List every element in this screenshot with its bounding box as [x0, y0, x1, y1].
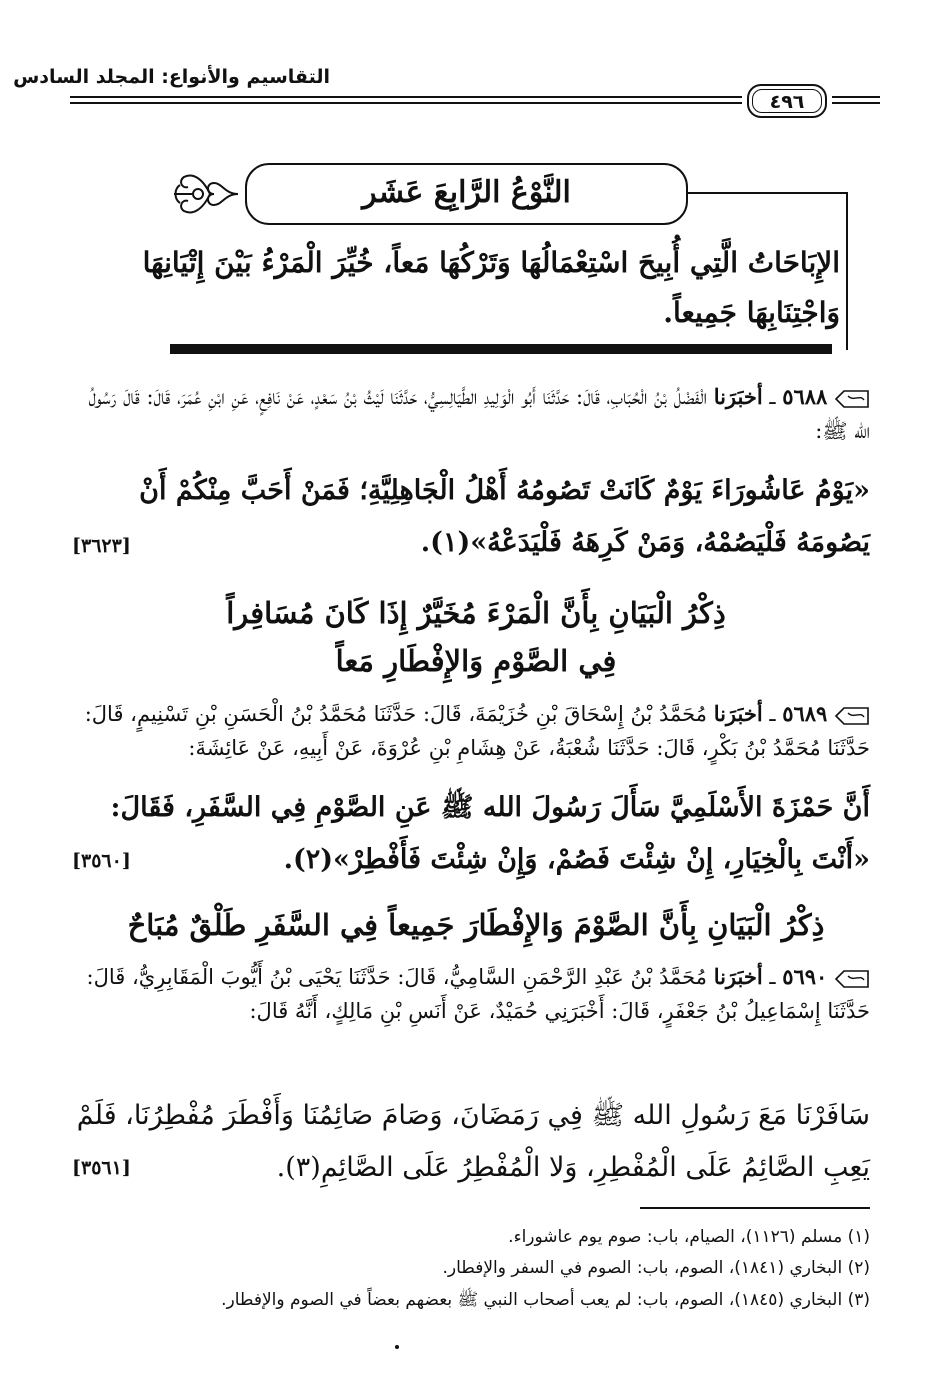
- hadith-isnad: الْفَضْلُ بْنُ الْحُبَابِ، قَالَ: حَدَّثَنَا أَبُو الْوَلِيدِ الطَّيَالِسِيُّ، حَدَّثَنَا لَيْثُ بْنُ سَعْدٍ، عَنْ نَافِعٍ، عَنِ ابْنِ عُمَرَ، قَالَ: قَالَ رَسُولُ الله ﷺ:: [88, 385, 870, 443]
- hadith-5688-matn: «يَوْمُ عَاشُورَاءَ يَوْمٌ كَانَتْ تَصُومُهُ أَهْلُ الْجَاهِلِيَّةِ؛ فَمَنْ أَحَبَّ مِنْكُمْ أَنْ يَصُومَهُ فَلْيَصُمْهُ، وَمَنْ كَرِهَهُ فَلْيَدَعْهُ»(١).: [139, 475, 870, 558]
- hadith-5690-isnad-block: ٥٦٩٠ ـ أخبَرَنا مُحَمَّدُ بْنُ عَبْدِ الرَّحْمَنِ السَّامِيُّ، قَالَ: حَدَّثَنَا يَحْيَى بْنُ أَيُّوبَ الْمَقَابِرِيُّ، قَالَ: حَدَّثَنَا إِسْمَاعِيلُ بْنُ جَعْفَرٍ، قَالَ: أَخْبَرَنِي حُمَيْدٌ، عَنْ أَنَسِ بْنِ مَالِكٍ، أَنَّهُ قَالَ:: [86, 964, 870, 1023]
- hadith-marker-icon: [834, 968, 870, 990]
- header-rule-bottom: [70, 102, 742, 104]
- hadith-5690-matn: سَافَرْنَا مَعَ رَسُولِ الله ﷺ فِي رَمَضَانَ، وَصَامَ صَائِمُنَا وَأَفْطَرَ مُفْطِرُنَا، فَلَمْ يَعِبِ الصَّائِمُ عَلَى الْمُفْطِرِ، وَلا الْمُفْطِرُ عَلَى الصَّائِمِ(٣).: [76, 1100, 870, 1183]
- header-rule-right-bottom: [832, 102, 880, 104]
- akhbarana-label: أخبَرَنا: [713, 964, 763, 989]
- footnote-rule: [640, 1207, 870, 1209]
- hadith-isnad: مُحَمَّدُ بْنُ عَبْدِ الرَّحْمَنِ السَّامِيُّ، قَالَ: حَدَّثَنَا يَحْيَى بْنُ أَيُّوبَ الْمَقَابِرِيُّ، قَالَ: حَدَّثَنَا إِسْمَاعِيلُ بْنُ جَعْفَرٍ، قَالَ: أَخْبَرَنِي حُمَيْدٌ، عَنْ أَنَسِ بْنِ مَالِكٍ، أَنَّهُ قَالَ:: [86, 965, 870, 1023]
- chapter-frame-top: [688, 192, 846, 194]
- footnote-2: (٢) البخاري (١٨٤١)، الصوم، باب: الصوم في السفر والإفطار.: [442, 1258, 870, 1278]
- section-title-1a: ذِكْرُ الْبَيَانِ بِأَنَّ الْمَرْءَ مُخَيَّرٌ إِذَا كَانَ مُسَافِراً: [226, 596, 726, 630]
- hadith-number: ٥٦٩٠: [782, 964, 828, 989]
- chapter-description: الإِبَاحَاتُ الَّتِي أُبِيحَ اسْتِعْمَالُهَا وَتَرْكُهَا مَعاً، خُيِّرَ الْمَرْءُ بَيْنَ إِتْيَانِهَا وَاجْتِنَابِهَا جَمِيعاً.: [142, 246, 840, 329]
- hadith-number: ٥٦٨٨: [782, 384, 828, 409]
- hadith-5689-ref: [٣٥٦٠]: [72, 850, 131, 872]
- hadith-5688-ref: [٣٦٢٣]: [72, 535, 131, 557]
- hadith-5689-matn: أَنَّ حَمْزَةَ الأَسْلَمِيَّ سَأَلَ رَسُولَ الله ﷺ عَنِ الصَّوْمِ فِي السَّفَرِ، فَقَالَ: «أَنْتَ بِالْخِيَارِ، إِنْ شِئْتَ فَصُمْ، وَإِنْ شِئْتَ فَأَفْطِرْ»(٢).: [110, 792, 870, 875]
- hadith-marker-icon: [834, 705, 870, 727]
- akhbarana-label: أخبَرَنا: [713, 384, 763, 409]
- chapter-title: النَّوْعُ الرَّابِعَ عَشَر: [245, 163, 688, 225]
- footnote-1: (١) مسلم (١١٢٦)، الصيام، باب: صوم يوم عاشوراء.: [508, 1227, 870, 1247]
- chapter-rule: [170, 344, 832, 354]
- page-dot: [395, 1345, 399, 1349]
- hadith-number: ٥٦٨٩: [782, 701, 828, 726]
- footnote-3: (٣) البخاري (١٨٤٥)، الصوم، باب: لم يعب أصحاب النبي ﷺ بعضهم بعضاً في الصوم والإفطار.: [221, 1290, 870, 1310]
- header-rule-right-top: [832, 96, 880, 98]
- page-number-box: [747, 84, 827, 118]
- section-title-1b: فِي الصَّوْمِ وَالإِفْطَارِ مَعاً: [335, 644, 617, 678]
- header-rule-top: [70, 96, 742, 98]
- chapter-frame-right: [846, 192, 848, 350]
- hadith-isnad: مُحَمَّدُ بْنُ إِسْحَاقَ بْنِ خُزَيْمَةَ، قَالَ: حَدَّثَنَا مُحَمَّدُ بْنُ الْحَسَنِ بْنِ تَسْنِيمٍ، قَالَ: حَدَّثَنَا مُحَمَّدُ بْنُ بَكْرٍ، قَالَ: حَدَّثَنَا شُعْبَةُ، عَنْ هِشَامِ بْنِ عُرْوَةَ، عَنْ أَبِيهِ، عَنْ عَائِشَةَ:: [84, 702, 870, 760]
- hadith-5689-isnad-block: ٥٦٨٩ ـ أخبَرَنا مُحَمَّدُ بْنُ إِسْحَاقَ بْنِ خُزَيْمَةَ، قَالَ: حَدَّثَنَا مُحَمَّدُ بْنُ الْحَسَنِ بْنِ تَسْنِيمٍ، قَالَ: حَدَّثَنَا مُحَمَّدُ بْنُ بَكْرٍ، قَالَ: حَدَّثَنَا شُعْبَةُ، عَنْ هِشَامِ بْنِ عُرْوَةَ، عَنْ أَبِيهِ، عَنْ عَائِشَةَ:: [84, 701, 870, 760]
- running-title: التقاسيم والأنواع: المجلد السادس: [13, 66, 330, 88]
- page-number: ٤٩٦: [752, 89, 822, 113]
- hadith-5690-ref: [٣٥٦١]: [72, 1157, 131, 1179]
- section-title-2: ذِكْرُ الْبَيَانِ بِأَنَّ الصَّوْمَ وَالإِفْطَارَ جَمِيعاً فِي السَّفَرِ طَلْقٌ مُبَاحٌ: [127, 908, 825, 942]
- ornament-icon: [170, 165, 240, 223]
- hadith-5688-isnad-block: ٥٦٨٨ ـ أخبَرَنا الْفَضْلُ بْنُ الْحُبَابِ، قَالَ: حَدَّثَنَا أَبُو الْوَلِيدِ الطَّيَالِسِيُّ، حَدَّثَنَا لَيْثُ بْنُ سَعْدٍ، عَنْ نَافِعٍ، عَنِ ابْنِ عُمَرَ، قَالَ: قَالَ رَسُولُ الله ﷺ:: [88, 384, 870, 443]
- hadith-marker-icon: [834, 388, 870, 410]
- akhbarana-label: أخبَرَنا: [713, 701, 763, 726]
